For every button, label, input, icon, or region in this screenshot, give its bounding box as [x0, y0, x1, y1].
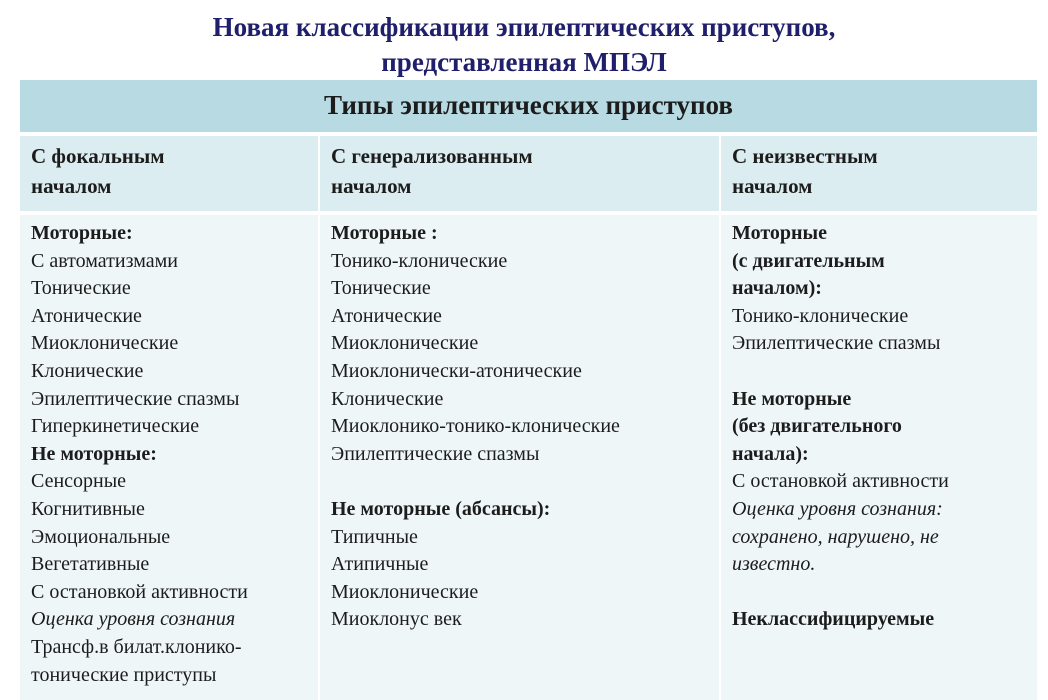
- category-heading-generalized: Моторные :: [331, 222, 438, 244]
- list-item-generalized: Миоклонические: [331, 332, 479, 354]
- category-heading-focal: Не моторные:: [31, 443, 157, 465]
- list-item-generalized: Типичные: [331, 526, 418, 548]
- column-header-generalized-line: началом: [331, 174, 412, 198]
- table-heading-row: [20, 80, 1037, 134]
- seizure-types-table: [20, 80, 1037, 700]
- list-item-focal: Миоклонические: [31, 332, 179, 354]
- column-header-focal-line: С фокальным: [31, 144, 165, 168]
- list-item-focal: Клонические: [31, 360, 144, 382]
- list-item-generalized: Тонико-клонические: [331, 250, 508, 272]
- list-item-unknown: сохранено, нарушено, не: [732, 526, 939, 548]
- category-heading-generalized: Не моторные (абсансы):: [331, 498, 551, 520]
- category-heading-focal: Моторные:: [31, 222, 133, 244]
- list-item-generalized: Клонические: [331, 388, 444, 410]
- list-item-generalized: Миоклонико-тонико-клонические: [331, 415, 620, 437]
- list-item-generalized: Атипичные: [331, 553, 429, 575]
- list-item-generalized: Миоклонус век: [331, 608, 462, 630]
- column-header-focal-line: началом: [31, 174, 112, 198]
- list-item-focal: Оценка уровня сознания: [31, 608, 236, 630]
- list-item-unknown: Тонико-клонические: [732, 305, 909, 327]
- list-item-focal: тонические приступы: [31, 664, 217, 686]
- category-heading-unknown: началом):: [732, 277, 822, 299]
- list-item-generalized: Атонические: [331, 305, 442, 327]
- list-item-focal: Вегетативные: [31, 553, 150, 575]
- list-item-generalized: Миоклонические: [331, 581, 479, 603]
- list-item-unknown: С остановкой активности: [732, 470, 949, 492]
- column-header-unknown-line: С неизвестным: [732, 144, 878, 168]
- list-item-focal: Атонические: [31, 305, 142, 327]
- list-item-unknown: известно.: [732, 553, 816, 575]
- list-item-focal: С остановкой активности: [31, 581, 248, 603]
- list-item-focal: Когнитивные: [31, 498, 145, 520]
- list-item-focal: Сенсорные: [31, 470, 127, 492]
- category-heading-unknown: (без двигательного: [732, 415, 902, 437]
- list-item-focal: Трансф.в билат.клонико-: [31, 636, 242, 658]
- category-heading-unknown: начала):: [732, 443, 809, 465]
- list-item-generalized: Эпилептические спазмы: [331, 443, 540, 465]
- list-item-unknown: Оценка уровня сознания:: [732, 498, 943, 520]
- category-heading-unknown: Неклассифицируемые: [732, 608, 935, 630]
- list-item-generalized: Тонические: [331, 277, 431, 299]
- slide-title-line-1: Новая классификации эпилептических приступов,: [212, 12, 836, 42]
- list-item-focal: Тонические: [31, 277, 131, 299]
- slide-title-line-2: представленная МПЭЛ: [381, 47, 667, 77]
- category-heading-unknown: Моторные: [732, 222, 828, 244]
- table-heading: Типы эпилептических приступов: [324, 90, 733, 120]
- column-header-unknown-line: началом: [732, 174, 813, 198]
- list-item-focal: Эпилептические спазмы: [31, 388, 240, 410]
- category-heading-unknown: (с двигательным: [732, 250, 885, 272]
- list-item-focal: Гиперкинетические: [31, 415, 200, 437]
- list-item-unknown: Эпилептические спазмы: [732, 332, 941, 354]
- category-heading-unknown: Не моторные: [732, 388, 852, 410]
- list-item-generalized: Миоклонически-атонические: [331, 360, 582, 382]
- column-header-generalized-line: С генерализованным: [331, 144, 533, 168]
- list-item-focal: Эмоциональные: [31, 526, 171, 548]
- list-item-focal: С автоматизмами: [31, 250, 178, 272]
